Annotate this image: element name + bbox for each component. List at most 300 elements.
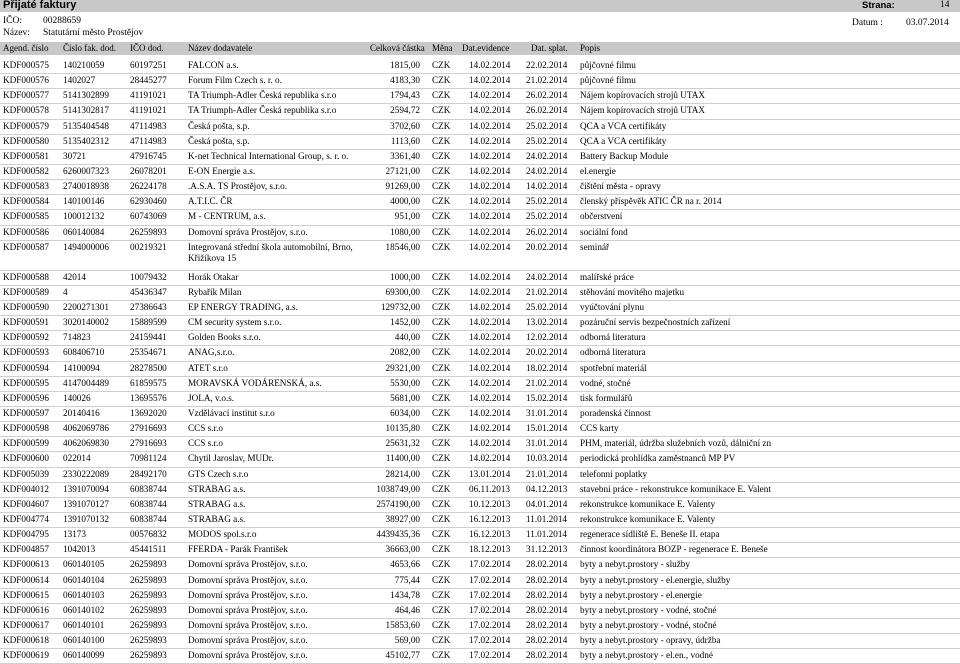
cell-dat-splat: 20.02.2014 [526, 347, 568, 358]
cell-cislo-fak: 2740018938 [63, 181, 109, 192]
cell-dat-splat: 21.02.2014 [526, 377, 568, 388]
cell-mena: CZK [432, 150, 451, 161]
cell-nazev-dodavatele: CCS s.r.o [188, 438, 223, 449]
cell-mena: CZK [432, 559, 451, 570]
cell-nazev-dodavatele: TA Triumph-Adler Česká republika s.r.o [188, 90, 337, 101]
cell-mena: CZK [432, 181, 451, 192]
cell-dat-splat: 20.02.2014 [526, 241, 568, 252]
cell-agend-cislo: KDF000596 [3, 392, 49, 403]
cell-ico-dod: 45436347 [130, 286, 167, 297]
cell-celkova-castka: 6034,00 [390, 407, 420, 418]
cell-nazev-dodavatele: GTS Czech s.r.o [188, 468, 249, 479]
cell-celkova-castka: 29321,00 [385, 362, 420, 373]
cell-nazev-dodavatele: Domovní správa Prostějov, s.r.o. [188, 559, 308, 570]
cell-dat-evidence: 17.02.2014 [469, 650, 511, 661]
cell-celkova-castka: 45102,77 [385, 650, 420, 661]
table-row [0, 558, 960, 573]
cell-mena: CZK [432, 529, 451, 540]
cell-nazev-dodavatele: CCS s.r.o [188, 423, 223, 434]
cell-mena: CZK [432, 407, 451, 418]
cell-mena: CZK [432, 332, 451, 343]
cell-agend-cislo: KDF000588 [3, 271, 49, 282]
cell-ico-dod: 13692020 [130, 407, 167, 418]
cell-celkova-castka: 91269,00 [385, 181, 420, 192]
cell-dat-evidence: 14.02.2014 [469, 105, 511, 116]
cell-cislo-fak: 4062069830 [63, 438, 109, 449]
cell-celkova-castka: 464,46 [394, 604, 420, 615]
cell-dat-evidence: 14.02.2014 [469, 271, 511, 282]
cell-dat-evidence: 14.02.2014 [469, 75, 511, 86]
cell-celkova-castka: 4000,00 [390, 196, 420, 207]
cell-nazev-dodavatele: EP ENERGY TRADING, a.s. [188, 301, 298, 312]
cell-popis: rekonstrukce komunikace E. Valenty [580, 513, 716, 524]
cell-dat-splat: 10.03.2014 [526, 453, 568, 464]
cell-agend-cislo: KDF000582 [3, 165, 49, 176]
cell-dat-splat: 28.02.2014 [526, 559, 568, 570]
col-cislo-fak: Číslo fak. dod. [63, 43, 116, 53]
cell-ico-dod: 26259893 [130, 650, 167, 661]
cell-mena: CZK [432, 589, 451, 600]
cell-popis: telefonní poplatky [580, 468, 648, 479]
cell-celkova-castka: 36663,00 [385, 544, 420, 555]
cell-dat-evidence: 14.02.2014 [469, 332, 511, 343]
cell-dat-evidence: 14.02.2014 [469, 241, 511, 252]
cell-agend-cislo: KDF004774 [3, 513, 49, 524]
table-row [0, 649, 960, 664]
cell-mena: CZK [432, 347, 451, 358]
cell-ico-dod: 28492170 [130, 468, 167, 479]
cell-ico-dod: 10079432 [130, 271, 167, 282]
cell-nazev-dodavatele: Domovní správa Prostějov, s.r.o. [188, 226, 308, 237]
cell-celkova-castka: 3702,60 [390, 120, 420, 131]
cell-mena: CZK [432, 241, 451, 252]
cell-cislo-fak: 14100094 [63, 362, 100, 373]
cell-mena: CZK [432, 453, 451, 464]
cell-ico-dod: 26259893 [130, 604, 167, 615]
cell-cislo-fak: 30721 [63, 150, 86, 161]
cell-ico-dod: 13695576 [130, 392, 167, 403]
cell-nazev-dodavatele: ATET s.r.o [188, 362, 228, 373]
cell-popis: el.energie [580, 165, 616, 176]
cell-mena: CZK [432, 635, 451, 646]
cell-popis: vodné, stočné [580, 377, 631, 388]
cell-nazev-dodavatele: MODOS spol.s.r.o [188, 529, 257, 540]
cell-dat-evidence: 14.02.2014 [469, 438, 511, 449]
cell-agend-cislo: KDF000599 [3, 438, 49, 449]
cell-dat-evidence: 17.02.2014 [469, 619, 511, 630]
cell-ico-dod: 26259893 [130, 619, 167, 630]
cell-agend-cislo: KDF004607 [3, 498, 49, 509]
table-row [0, 135, 960, 150]
cell-cislo-fak: 608406710 [63, 347, 105, 358]
cell-popis: čištění města - opravy [580, 181, 661, 192]
cell-nazev-dodavatele: M - CENTRUM, a.s. [188, 211, 266, 222]
cell-dat-evidence: 14.02.2014 [469, 286, 511, 297]
cell-dat-splat: 25.02.2014 [526, 120, 568, 131]
cell-cislo-fak: 060140105 [63, 559, 105, 570]
col-celkova-castka: Celková částka [370, 43, 425, 53]
col-agend-cislo: Agend. číslo [3, 43, 49, 53]
cell-dat-evidence: 14.02.2014 [469, 453, 511, 464]
cell-dat-splat: 11.01.2014 [526, 513, 568, 524]
cell-celkova-castka: 1000,00 [390, 271, 420, 282]
cell-celkova-castka: 440,00 [394, 332, 420, 343]
table-row [0, 120, 960, 135]
cell-ico-dod: 60838744 [130, 513, 167, 524]
cell-ico-dod: 00576832 [130, 529, 167, 540]
cell-agend-cislo: KDF000583 [3, 181, 49, 192]
table-row [0, 210, 960, 225]
cell-agend-cislo: KDF000592 [3, 332, 49, 343]
cell-dat-evidence: 14.02.2014 [469, 120, 511, 131]
invoice-table [0, 59, 960, 664]
cell-cislo-fak: 4 [63, 286, 68, 297]
cell-celkova-castka: 38927,00 [385, 513, 420, 524]
cell-nazev-dodavatele: Chytil Jaroslav, MUDr. [188, 453, 274, 464]
cell-dat-evidence: 14.02.2014 [469, 317, 511, 328]
table-row [0, 165, 960, 180]
cell-ico-dod: 26259893 [130, 635, 167, 646]
cell-ico-dod: 26259893 [130, 559, 167, 570]
cell-nazev-dodavatele: .A.S.A. TS Prostějov, s.r.o. [188, 181, 288, 192]
cell-mena: CZK [432, 438, 451, 449]
cell-agend-cislo: KDF004012 [3, 483, 49, 494]
report-title-bar [0, 0, 960, 12]
cell-agend-cislo: KDF000587 [3, 241, 49, 252]
cell-dat-splat: 26.02.2014 [526, 90, 568, 101]
cell-popis: činnost koordinátora BOZP - regenerace E. Beneše [580, 544, 768, 555]
cell-ico-dod: 27386643 [130, 301, 167, 312]
datum-value: 03.07.2014 [906, 18, 949, 28]
cell-dat-evidence: 17.02.2014 [469, 559, 511, 570]
cell-cislo-fak: 1391070094 [63, 483, 109, 494]
cell-dat-evidence: 14.02.2014 [469, 90, 511, 101]
cell-dat-splat: 31.12.2013 [526, 544, 568, 555]
cell-mena: CZK [432, 286, 451, 297]
cell-cislo-fak: 5141302817 [63, 105, 109, 116]
cell-ico-dod: 15889599 [130, 317, 167, 328]
cell-mena: CZK [432, 105, 451, 116]
cell-cislo-fak: 1042013 [63, 544, 96, 555]
cell-ico-dod: 47114983 [130, 135, 167, 146]
cell-agend-cislo: KDF004857 [3, 544, 49, 555]
cell-agend-cislo: KDF000594 [3, 362, 49, 373]
cell-cislo-fak: 060140104 [63, 574, 105, 585]
cell-popis: tisk formulářů [580, 392, 633, 403]
cell-mena: CZK [432, 301, 451, 312]
cell-ico-dod: 27916693 [130, 438, 167, 449]
cell-cislo-fak: 3020140002 [63, 317, 109, 328]
cell-mena: CZK [432, 165, 451, 176]
cell-dat-splat: 26.02.2014 [526, 226, 568, 237]
cell-dat-evidence: 17.02.2014 [469, 604, 511, 615]
cell-mena: CZK [432, 120, 451, 131]
cell-nazev-dodavatele: Česká pošta, s.p. [188, 135, 250, 146]
table-row [0, 513, 960, 528]
table-row [0, 195, 960, 210]
table-row [0, 574, 960, 589]
cell-ico-dod: 60838744 [130, 498, 167, 509]
cell-ico-dod: 26078201 [130, 165, 167, 176]
cell-ico-dod: 24159441 [130, 332, 167, 343]
table-row [0, 331, 960, 346]
cell-celkova-castka: 1113,60 [390, 135, 420, 146]
cell-nazev-dodavatele: Domovní správa Prostějov, s.r.o. [188, 574, 308, 585]
cell-ico-dod: 61859575 [130, 377, 167, 388]
cell-dat-evidence: 16.12.2013 [469, 529, 511, 540]
cell-dat-splat: 28.02.2014 [526, 650, 568, 661]
cell-celkova-castka: 775,44 [394, 574, 420, 585]
cell-dat-evidence: 17.02.2014 [469, 635, 511, 646]
cell-dat-splat: 22.02.2014 [526, 60, 568, 70]
cell-dat-evidence: 14.02.2014 [469, 301, 511, 312]
table-row [0, 316, 960, 331]
cell-nazev-dodavatele: Integrovaná střední škola automobilní, Brno, Křižíkova 15 [188, 241, 353, 263]
cell-popis: byty a nebyt.prostory - el.energie, služby [580, 574, 731, 585]
cell-popis: CCS karty [580, 423, 619, 434]
cell-celkova-castka: 1815,00 [390, 60, 420, 70]
cell-mena: CZK [432, 544, 451, 555]
cell-mena: CZK [432, 483, 451, 494]
cell-popis: spotřební materiál [580, 362, 647, 373]
cell-agend-cislo: KDF000576 [3, 75, 49, 86]
cell-celkova-castka: 4183,30 [390, 75, 420, 86]
cell-dat-splat: 24.02.2014 [526, 150, 568, 161]
cell-nazev-dodavatele: Domovní správa Prostějov, s.r.o. [188, 589, 308, 600]
cell-nazev-dodavatele: Rybařík Milan [188, 286, 242, 297]
cell-cislo-fak: 6260007323 [63, 165, 109, 176]
cell-nazev-dodavatele: Golden Books s.r.o. [188, 332, 261, 343]
cell-cislo-fak: 13173 [63, 529, 86, 540]
cell-popis: byty a nebyt.prostory - služby [580, 559, 690, 570]
cell-celkova-castka: 1080,00 [390, 226, 420, 237]
cell-celkova-castka: 5681,00 [390, 392, 420, 403]
cell-dat-splat: 28.02.2014 [526, 635, 568, 646]
cell-dat-splat: 24.02.2014 [526, 271, 568, 282]
cell-nazev-dodavatele: TA Triumph-Adler Česká republika s.r.o [188, 105, 337, 116]
cell-dat-splat: 04.12.2013 [526, 483, 568, 494]
table-row [0, 452, 960, 467]
cell-agend-cislo: KDF000598 [3, 423, 49, 434]
cell-dat-splat: 13.02.2014 [526, 317, 568, 328]
table-row [0, 604, 960, 619]
table-row [0, 180, 960, 195]
cell-cislo-fak: 4062069786 [63, 423, 109, 434]
cell-agend-cislo: KDF000614 [3, 574, 49, 585]
cell-mena: CZK [432, 211, 451, 222]
cell-cislo-fak: 060140084 [63, 226, 105, 237]
cell-dat-splat: 21.02.2014 [526, 75, 568, 86]
cell-popis: regenerace sídliště E. Beneše II. etapa [580, 529, 720, 540]
cell-dat-splat: 04.01.2014 [526, 498, 568, 509]
cell-mena: CZK [432, 271, 451, 282]
cell-cislo-fak: 060140099 [63, 650, 105, 661]
cell-nazev-dodavatele: K-net Technical International Group, s. r. o. [188, 150, 349, 161]
cell-popis: odborná literatura [580, 332, 646, 343]
cell-ico-dod: 62930460 [130, 196, 167, 207]
cell-popis: seminář [580, 241, 610, 252]
cell-mena: CZK [432, 196, 451, 207]
cell-ico-dod: 26259893 [130, 226, 167, 237]
cell-dat-evidence: 14.02.2014 [469, 423, 511, 434]
cell-cislo-fak: 1391070132 [63, 513, 109, 524]
cell-mena: CZK [432, 423, 451, 434]
cell-celkova-castka: 4653,66 [390, 559, 420, 570]
table-row [0, 59, 960, 74]
col-dat-splat: Dat. splat. [531, 43, 568, 53]
table-row [0, 407, 960, 422]
cell-dat-evidence: 14.02.2014 [469, 407, 511, 418]
cell-ico-dod: 28278500 [130, 362, 167, 373]
cell-cislo-fak: 42014 [63, 271, 86, 282]
cell-dat-evidence: 18.12.2013 [469, 544, 511, 555]
cell-agend-cislo: KDF000575 [3, 60, 49, 70]
table-row [0, 362, 960, 377]
cell-popis: Nájem kopírovacích strojů UTAX [580, 105, 706, 116]
cell-mena: CZK [432, 468, 451, 479]
cell-cislo-fak: 140026 [63, 392, 91, 403]
table-row [0, 89, 960, 104]
cell-cislo-fak: 140100146 [63, 196, 105, 207]
cell-popis: malířské práce [580, 271, 634, 282]
cell-ico-dod: 47114983 [130, 120, 167, 131]
cell-agend-cislo: KDF000591 [3, 317, 49, 328]
cell-cislo-fak: 060140101 [63, 619, 105, 630]
cell-cislo-fak: 140210059 [63, 60, 105, 70]
table-row [0, 422, 960, 437]
cell-dat-splat: 15.01.2014 [526, 423, 568, 434]
cell-agend-cislo: KDF000618 [3, 635, 49, 646]
table-row [0, 619, 960, 634]
report-title: Přijaté faktury [3, 0, 77, 11]
cell-dat-splat: 31.01.2014 [526, 438, 568, 449]
cell-popis: půjčovné filmu [580, 75, 636, 86]
cell-popis: občerstvení [580, 211, 623, 222]
cell-mena: CZK [432, 604, 451, 615]
table-row [0, 392, 960, 407]
cell-ico-dod: 47916745 [130, 150, 167, 161]
cell-dat-splat: 25.02.2014 [526, 196, 568, 207]
cell-dat-splat: 24.02.2014 [526, 165, 568, 176]
cell-popis: stěhování movitého majetku [580, 286, 685, 297]
cell-dat-evidence: 14.02.2014 [469, 347, 511, 358]
cell-dat-splat: 25.02.2014 [526, 211, 568, 222]
cell-ico-dod: 26224178 [130, 181, 167, 192]
cell-dat-evidence: 10.12.2013 [469, 498, 511, 509]
cell-dat-evidence: 17.02.2014 [469, 589, 511, 600]
cell-cislo-fak: 2330222089 [63, 468, 109, 479]
cell-celkova-castka: 1794,43 [390, 90, 420, 101]
cell-dat-splat: 26.02.2014 [526, 105, 568, 116]
table-row [0, 286, 960, 301]
cell-celkova-castka: 3361,40 [390, 150, 420, 161]
cell-dat-evidence: 14.02.2014 [469, 362, 511, 373]
table-row [0, 498, 960, 513]
cell-nazev-dodavatele: STRABAG a.s. [188, 498, 246, 509]
cell-nazev-dodavatele: ANAG,s.r.o. [188, 347, 235, 358]
cell-agend-cislo: KDF000580 [3, 135, 49, 146]
cell-mena: CZK [432, 513, 451, 524]
cell-cislo-fak: 100012132 [63, 211, 105, 222]
cell-dat-evidence: 06.11.2013 [469, 483, 511, 494]
cell-mena: CZK [432, 392, 451, 403]
cell-nazev-dodavatele: FFERDA - Parák František [188, 544, 288, 555]
cell-popis: rekonstrukce komunikace E. Valenty [580, 498, 716, 509]
cell-cislo-fak: 1391070127 [63, 498, 109, 509]
cell-dat-splat: 15.02.2014 [526, 392, 568, 403]
cell-popis: PHM, materiál, údržba služebních vozů, dálniční zn [580, 438, 772, 449]
cell-dat-splat: 14.02.2014 [526, 181, 568, 192]
cell-celkova-castka: 951,00 [394, 211, 420, 222]
table-row [0, 346, 960, 361]
cell-ico-dod: 28445277 [130, 75, 167, 86]
cell-agend-cislo: KDF000589 [3, 286, 49, 297]
cell-mena: CZK [432, 498, 451, 509]
cell-popis: byty a nebyt.prostory - vodné, stočné [580, 604, 717, 615]
cell-cislo-fak: 5135404548 [63, 120, 109, 131]
nazev-label: Název: [3, 28, 30, 38]
cell-cislo-fak: 5141302899 [63, 90, 109, 101]
table-row [0, 377, 960, 392]
table-row [0, 226, 960, 241]
cell-cislo-fak: 060140103 [63, 589, 105, 600]
page-label: Strana: [862, 0, 895, 11]
cell-dat-evidence: 13.01.2014 [469, 468, 511, 479]
cell-dat-evidence: 14.02.2014 [469, 181, 511, 192]
cell-mena: CZK [432, 226, 451, 237]
cell-dat-evidence: 14.02.2014 [469, 211, 511, 222]
cell-celkova-castka: 10135,80 [385, 423, 420, 434]
cell-dat-splat: 28.02.2014 [526, 619, 568, 630]
table-row [0, 74, 960, 89]
cell-celkova-castka: 69300,00 [385, 286, 420, 297]
cell-popis: sociální fond [580, 226, 628, 237]
cell-cislo-fak: 5135402312 [63, 135, 109, 146]
cell-dat-evidence: 14.02.2014 [469, 392, 511, 403]
cell-cislo-fak: 714823 [63, 332, 91, 343]
cell-dat-splat: 28.02.2014 [526, 574, 568, 585]
cell-agend-cislo: KDF000595 [3, 377, 49, 388]
cell-agend-cislo: KDF000615 [3, 589, 49, 600]
table-row [0, 437, 960, 452]
cell-celkova-castka: 1038749,00 [376, 483, 420, 494]
cell-ico-dod: 25354671 [130, 347, 167, 358]
cell-ico-dod: 41191021 [130, 90, 167, 101]
cell-dat-splat: 28.02.2014 [526, 589, 568, 600]
cell-popis: byty a nebyt.prostory - opravy, údržba [580, 635, 721, 646]
cell-popis: byty a nebyt.prostory - el.energie [580, 589, 702, 600]
cell-celkova-castka: 11400,00 [385, 453, 420, 464]
cell-popis: odborná literatura [580, 347, 646, 358]
cell-dat-splat: 18.02.2014 [526, 362, 568, 373]
cell-nazev-dodavatele: Forum Film Czech s. r. o. [188, 75, 282, 86]
cell-agend-cislo: KDF000617 [3, 619, 49, 630]
cell-popis: pozáruční servis bezpečnostních zařízení [580, 317, 731, 328]
cell-ico-dod: 27916693 [130, 423, 167, 434]
cell-agend-cislo: KDF004795 [3, 529, 49, 540]
nazev-value: Statutární město Prostějov [43, 28, 144, 38]
table-row [0, 543, 960, 558]
col-dat-evidence: Dat.evidence [462, 43, 510, 53]
cell-agend-cislo: KDF000581 [3, 150, 49, 161]
cell-celkova-castka: 129732,00 [380, 301, 420, 312]
cell-agend-cislo: KDF000616 [3, 604, 49, 615]
cell-dat-evidence: 14.02.2014 [469, 196, 511, 207]
cell-celkova-castka: 1452,00 [390, 317, 420, 328]
cell-agend-cislo: KDF000578 [3, 105, 49, 116]
cell-dat-evidence: 14.02.2014 [469, 165, 511, 176]
cell-popis: QCA a VCA certifikáty [580, 120, 667, 131]
